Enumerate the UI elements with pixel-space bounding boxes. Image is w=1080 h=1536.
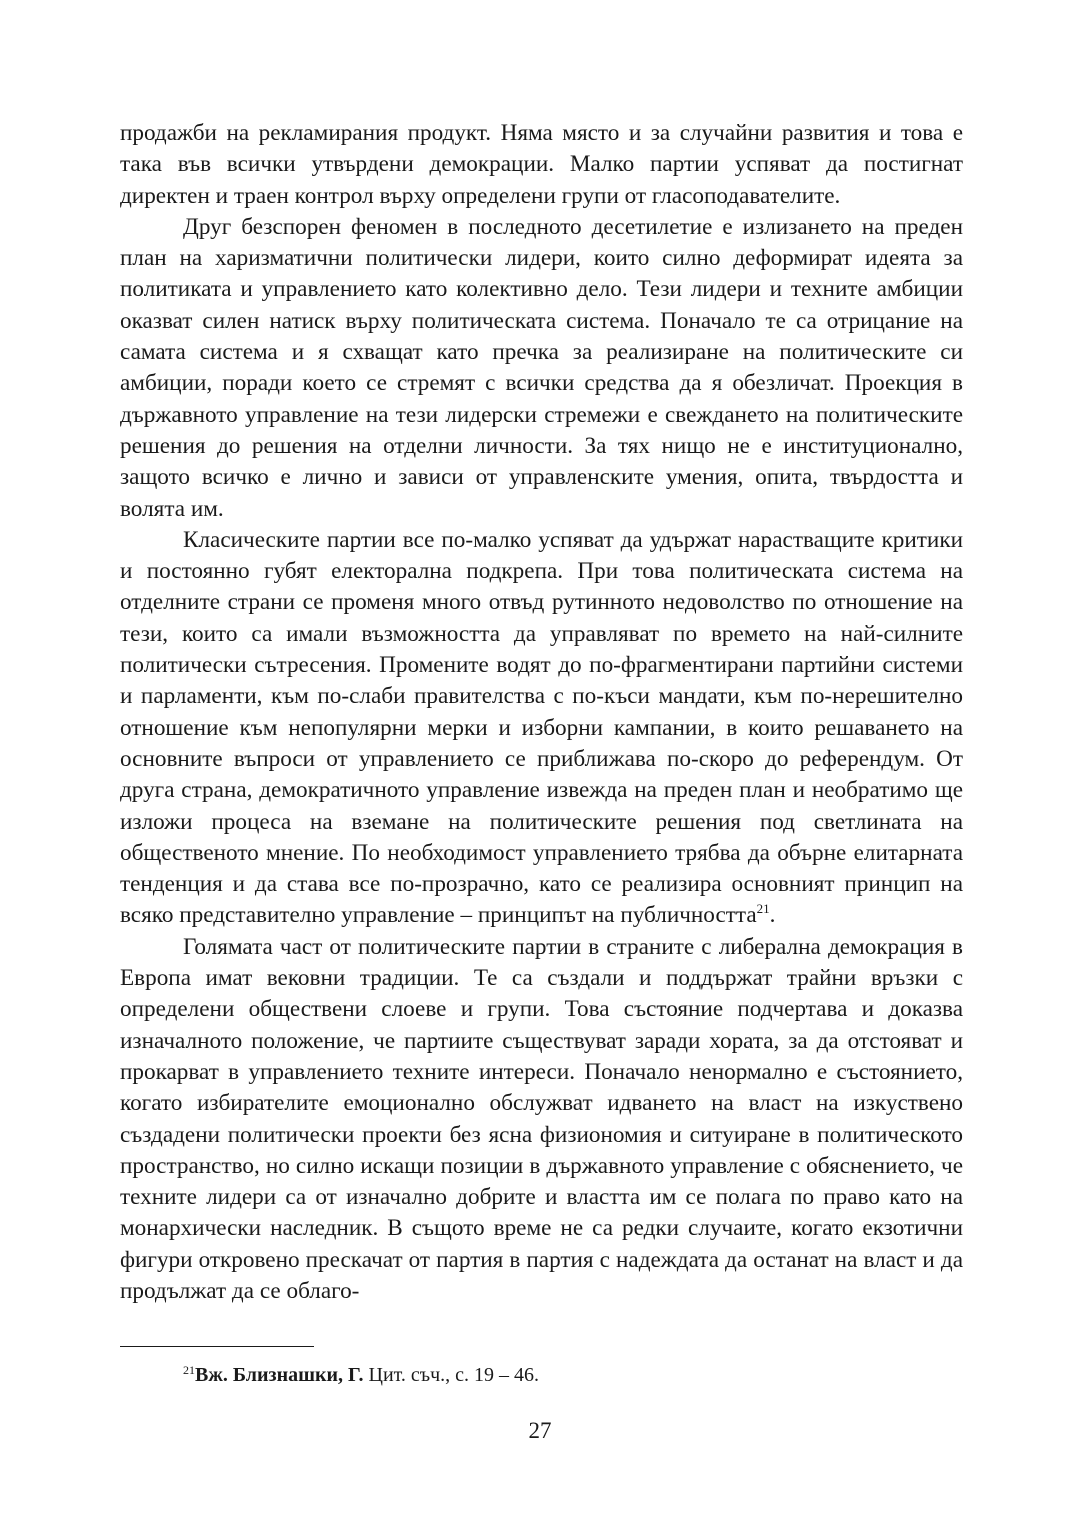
page-number: 27 — [528, 1418, 552, 1443]
page-body — [120, 118, 963, 1307]
footnote-author: Вж. Близнашки, Г. — [195, 1364, 364, 1386]
footnote-text: Цит. съч., с. 19 – 46. — [363, 1364, 540, 1386]
paragraph-3-text: Класическите партии все по-малко успяват да удържат нарастващите критики и постоянно губят електорална подкрепа. При това политическата система на отделните страни се променя много отвъд рутинното недоволство по отношение на тези, които са имали възможността да управляват по времето на най-силните политически сътресения. Промените водят до по-фрагментирани партийни системи и парламенти, към по-слаби правителства с по-къси мандати, към по-нерешително отношение към непопулярни мерки и изборни кампании, в които решаването на основните въпроси от управлението се приближава по-скоро до референдум. От друга страна, демократичното управление извежда на преден план и необратимо ще изложи процеса на вземане на политическите решения под светлината на общественото мнение. По необходимост управлението трябва да обърне елитарната тенденция и да става все по-прозрачно, като се реализира основният принцип на всяко представително управление – принципът на публичността — [120, 526, 963, 929]
paragraph-3-end: . — [769, 902, 776, 929]
paragraph-3 — [120, 525, 963, 932]
paragraph-1: продажби на рекламирания продукт. Няма място и за случайни развития и това е така във всички утвърдени демокрации. Малко партии успяват да постигнат директен и траен контрол върху определени групи от гласоподавателите. — [120, 120, 963, 209]
paragraph-2: Друг безспорен феномен в последното десетилетие е излизането на преден план на харизматични политически лидери, които силно деформират идеята за политиката и управлението като колективно дело. Тези лидери и техните амбиции оказват силен натиск върху политическата система. Поначало те са отрицание на самата система и я схващат като пречка за реализиране на политическите си амбиции, поради което се стремят с всички средства да я обезличат. Проекция в държавното управление на тези лидерски стремежи е свеждането на политическите решения до решения на отделни личности. За тях нищо не е институционално, защото всичко е лично и зависи от управленските умения, опита, твърдостта и волята им. — [120, 213, 963, 522]
footnote — [183, 1362, 539, 1388]
paragraph-4: Голямата част от политическите партии в страните с либерална демокрация в Европа имат вековни традиции. Те са създали и поддържат трайни връзки с определени обществени слоеве и групи. Това състояние подчертава и доказва изначалното положение, че партиите съществуват заради хората, за да отстояват и прокарват в управлението техните интереси. Поначало ненормално е състоянието, когато избирателите емоционално обслужват идването на власт на изкуствено създадени политически проекти без ясна физиономия и ситуиране в политическото пространство, но силно искащи позиции в държавното управление с обяснението, че техните лидери са от изначално добрите и властта им се полага по право като на монархически наследник. В същото време не са редки случаите, когато екзотични фигури откровено прескачат от партия в партия с надеждата да останат на власт и да продължат да се облаго- — [120, 933, 963, 1304]
footnote-reference[interactable]: 21 — [756, 901, 770, 917]
footnote-number: 21 — [183, 1363, 195, 1377]
footnote-separator — [120, 1346, 314, 1347]
